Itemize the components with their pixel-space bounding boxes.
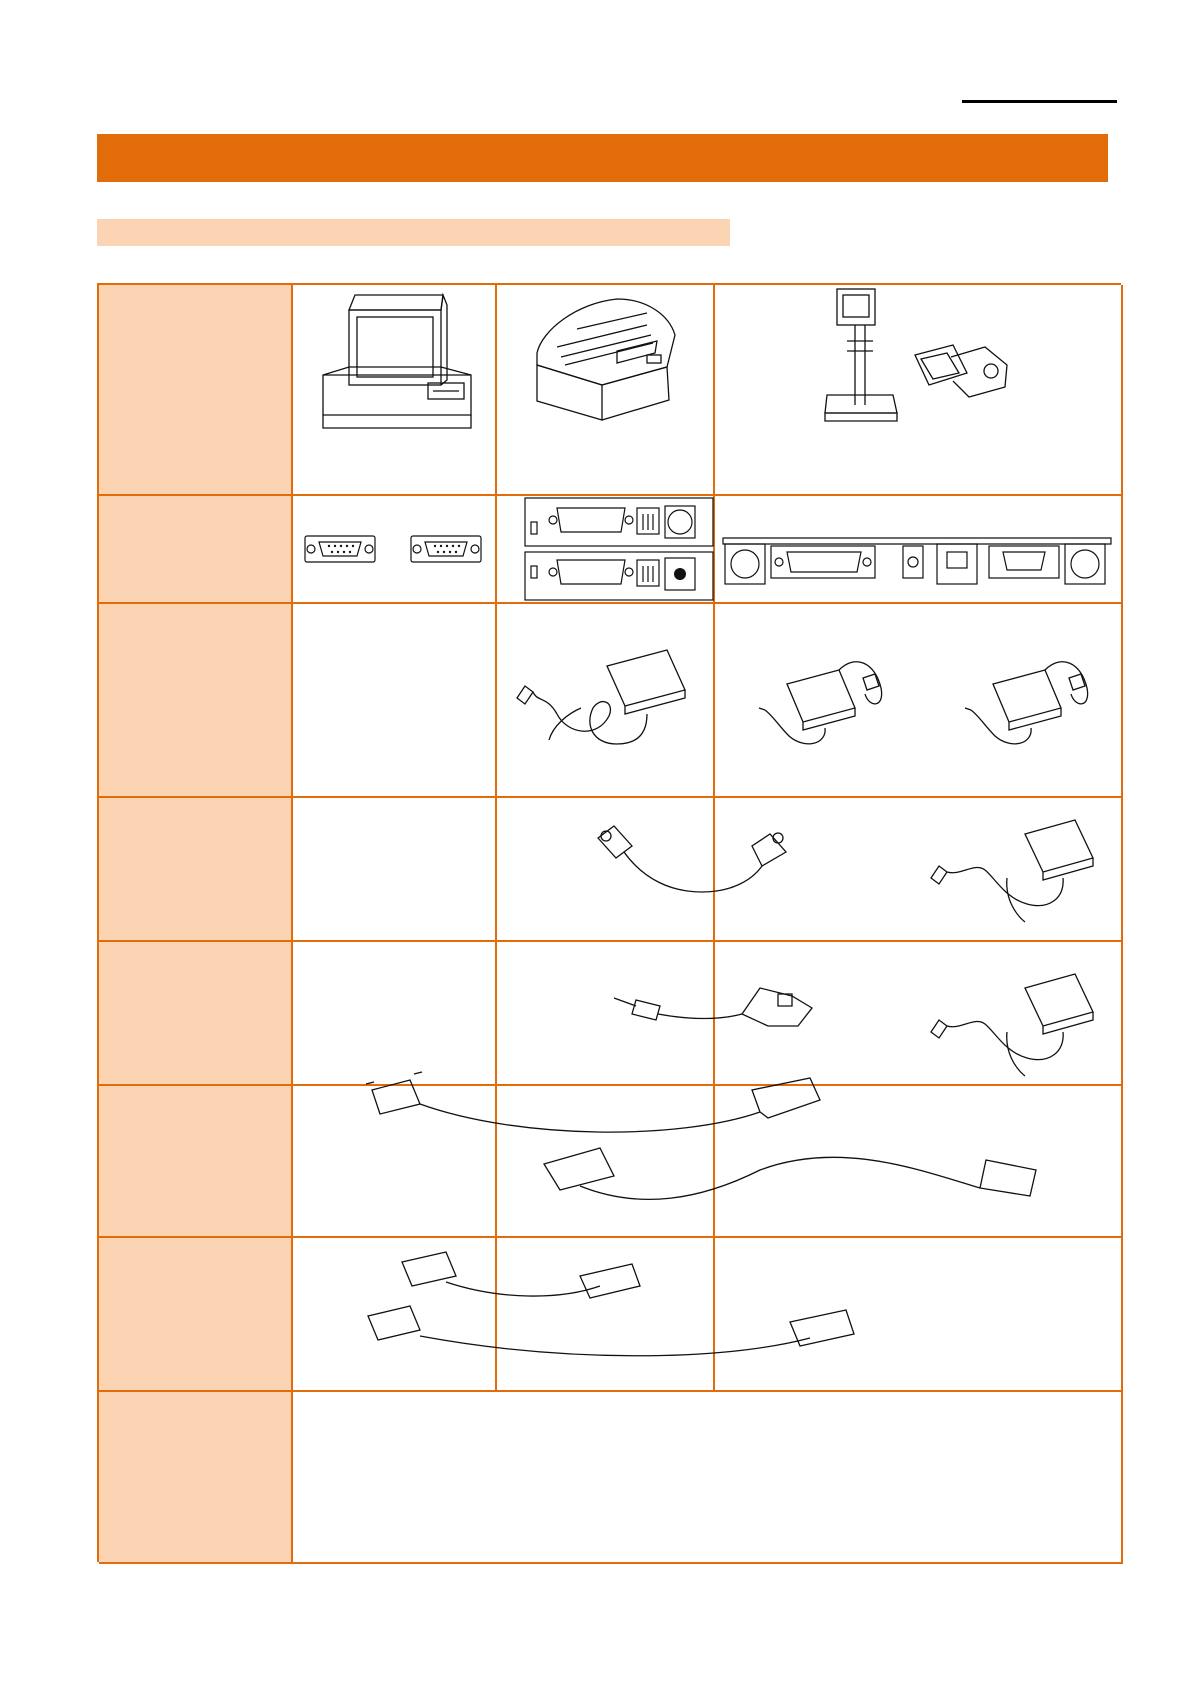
table-note bbox=[293, 1392, 1123, 1564]
row-label-5 bbox=[99, 942, 293, 1086]
printer-din-cell bbox=[497, 798, 715, 942]
pc-ports-cell bbox=[293, 496, 497, 604]
pc-cell bbox=[293, 285, 497, 496]
printer-dc-cell bbox=[497, 942, 715, 1086]
display-din-cell bbox=[715, 798, 1123, 942]
pc-dc-cell bbox=[293, 942, 497, 1086]
customer-display-icon bbox=[715, 285, 1123, 496]
display-serial-cell-2 bbox=[715, 1238, 1123, 1392]
display-dc-cell bbox=[715, 942, 1123, 1086]
printer-ports-cell bbox=[497, 496, 715, 604]
pc-serial-cell-2 bbox=[293, 1238, 497, 1392]
row-label-4 bbox=[99, 798, 293, 942]
printer-cell bbox=[497, 285, 715, 496]
connection-table bbox=[97, 283, 1121, 1562]
receipt-printer-icon bbox=[497, 285, 715, 496]
pc-computer-icon bbox=[293, 285, 497, 496]
printer-serial-cell bbox=[497, 1086, 715, 1238]
row-label-6 bbox=[99, 1086, 293, 1238]
printer-serial-cell-2 bbox=[497, 1238, 715, 1392]
row-label-2 bbox=[99, 496, 293, 604]
display-rear-panel-icon bbox=[715, 496, 1123, 604]
pc-din-cell bbox=[293, 798, 497, 942]
db9-ports-icon bbox=[293, 496, 497, 604]
printer-power-cell bbox=[497, 604, 715, 798]
display-power-cell bbox=[715, 604, 1123, 798]
row-label-7 bbox=[99, 1238, 293, 1392]
row-label-3 bbox=[99, 604, 293, 798]
subsection-title-bar bbox=[97, 219, 730, 246]
power-adapter-pair-icon bbox=[715, 604, 1123, 798]
power-adapter-icon bbox=[715, 942, 1123, 1086]
power-adapter-icon bbox=[715, 798, 1123, 942]
printer-rear-panel-icon bbox=[497, 496, 715, 604]
header-rule bbox=[962, 100, 1117, 103]
row-label-1 bbox=[99, 285, 293, 496]
pc-power-cell bbox=[293, 604, 497, 798]
display-cell bbox=[715, 285, 1123, 496]
display-ports-cell bbox=[715, 496, 1123, 604]
display-serial-cell bbox=[715, 1086, 1123, 1238]
power-adapter-icon bbox=[497, 604, 715, 798]
section-title-bar bbox=[97, 134, 1108, 182]
row-label-8 bbox=[99, 1392, 293, 1564]
pc-serial-cell bbox=[293, 1086, 497, 1238]
